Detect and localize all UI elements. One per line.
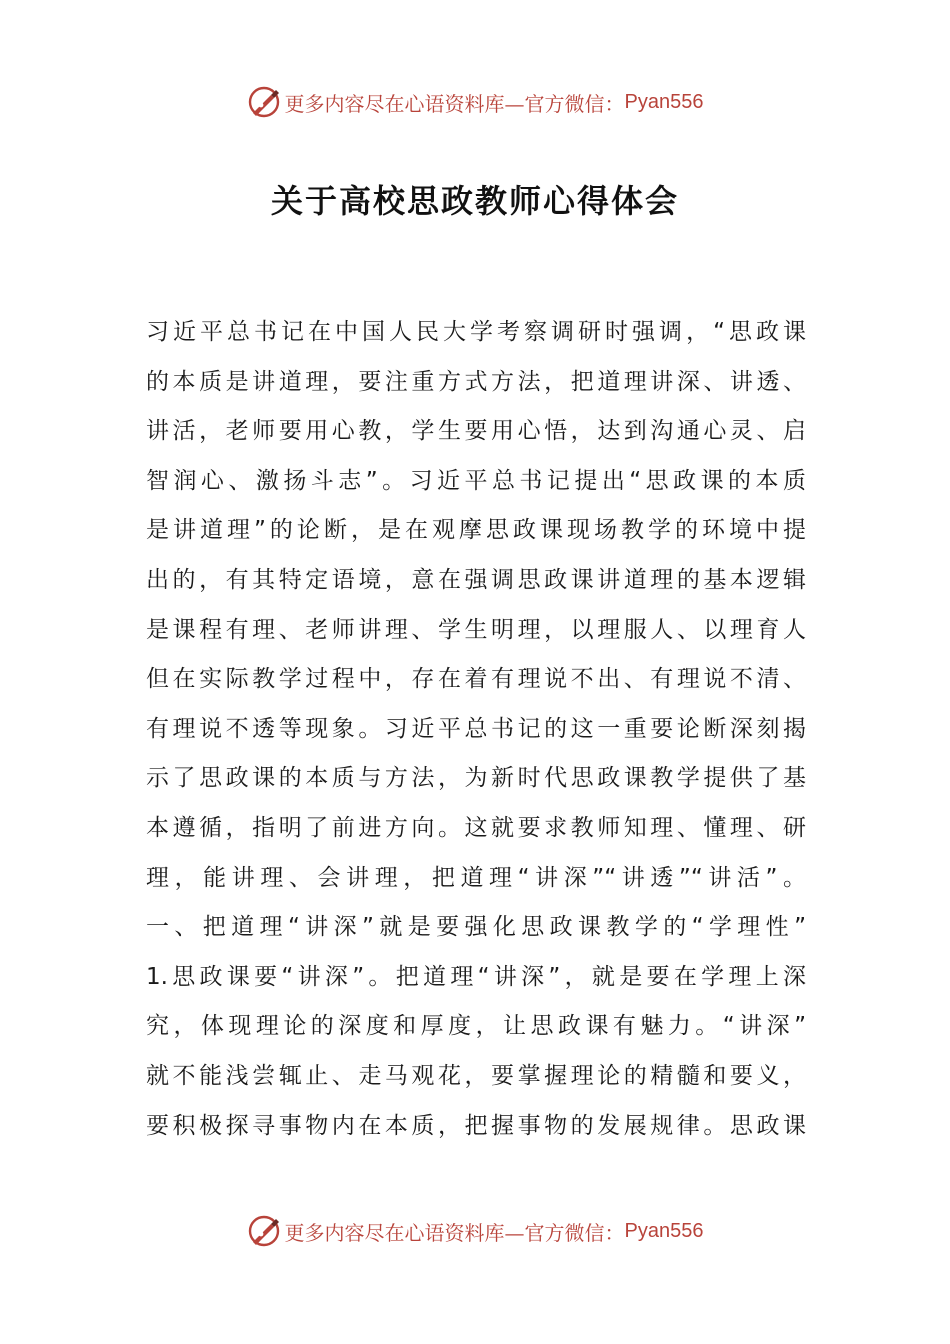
document-body — [146, 308, 806, 1151]
body-line: 1.思政课要“讲深”。把道理“讲深”，就是要在学理上深 — [146, 963, 806, 990]
body-line: 就不能浅尝辄止、走马观花，要掌握理论的精髓和要义， — [146, 1062, 806, 1089]
body-line: 示了思政课的本质与方法，为新时代思政课教学提供了基 — [146, 765, 806, 792]
body-line: 本遵循，指明了前进方向。这就要求教师知理、懂理、研 — [146, 814, 806, 841]
body-line: 理，能讲理、会讲理，把道理“讲深”“讲透”“讲活”。 — [146, 864, 806, 891]
watermark-wechat-id: Pyan556 — [624, 1219, 704, 1242]
body-line: 智润心、激扬斗志”。习近平总书记提出“思政课的本质 — [146, 467, 806, 494]
watermark-banner-top — [0, 82, 950, 122]
body-line: 究，体现理论的深度和厚度，让思政课有魅力。“讲深” — [146, 1013, 806, 1040]
watermark-text: 更多内容尽在心语资料库—官方微信： — [284, 91, 625, 116]
document-title: 关于高校思政教师心得体会 — [270, 182, 679, 220]
pen-logo-icon — [247, 1214, 281, 1248]
body-line: 要积极探寻事物内在本质，把握事物的发展规律。思政课 — [146, 1112, 806, 1139]
body-line: 出的，有其特定语境，意在强调思政课讲道理的基本逻辑 — [146, 566, 806, 593]
body-line: 讲活，老师要用心教，学生要用心悟，达到沟通心灵、启 — [146, 418, 806, 445]
watermark-wechat-id: Pyan556 — [624, 90, 704, 113]
watermark-text: 更多内容尽在心语资料库—官方微信： — [284, 1220, 625, 1245]
body-line: 是课程有理、老师讲理、学生明理，以理服人、以理育人 — [146, 616, 806, 643]
body-line: 习近平总书记在中国人民大学考察调研时强调，“思政课 — [146, 319, 806, 345]
body-line: 但在实际教学过程中，存在着有理说不出、有理说不清、 — [146, 666, 806, 693]
body-line: 是讲道理”的论断，是在观摩思政课现场教学的环境中提 — [146, 517, 806, 544]
body-line: 有理说不透等现象。习近平总书记的这一重要论断深刻揭 — [146, 715, 806, 742]
pen-logo-icon — [247, 85, 281, 119]
body-line: 的本质是讲道理，要注重方式方法，把道理讲深、讲透、 — [146, 368, 806, 395]
watermark-banner-bottom — [0, 1211, 950, 1251]
section-heading: 一、把道理“讲深”就是要强化思政课教学的“学理性” — [146, 914, 806, 941]
